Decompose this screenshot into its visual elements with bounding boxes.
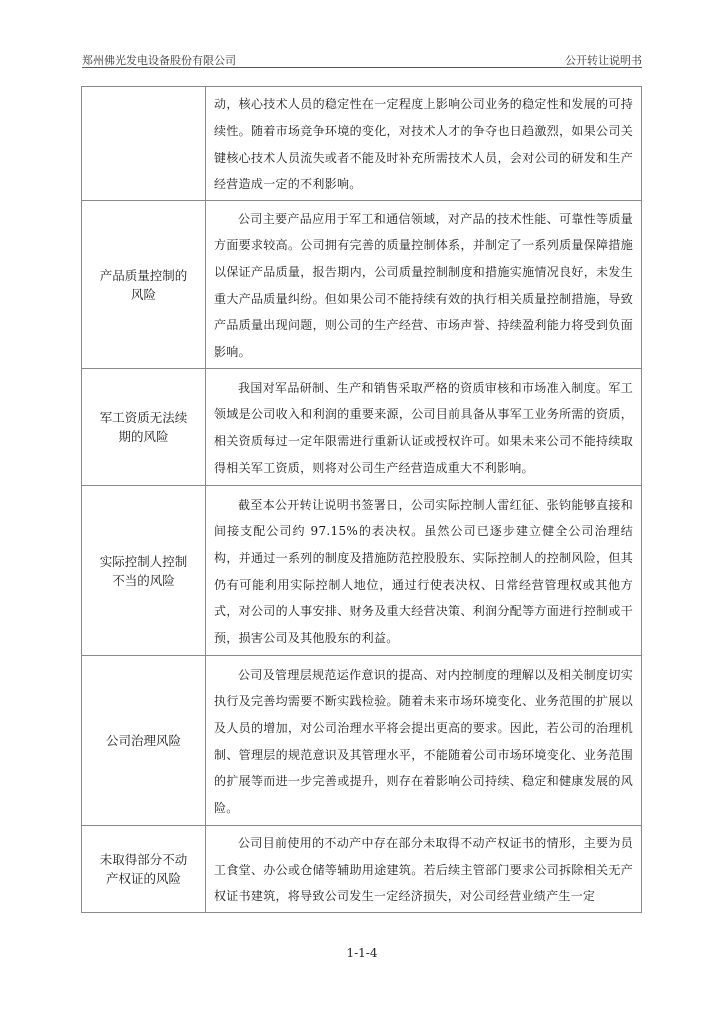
- document-title: 公开转让说明书: [565, 54, 642, 67]
- risk-description-cell: [206, 201, 642, 369]
- page-header: [82, 44, 642, 68]
- risk-name-cell: [82, 87, 206, 201]
- risk-name-cell: 实际控制人控制不当的风险: [82, 486, 206, 656]
- company-name: 郑州佛光发电设备股份有限公司: [82, 54, 236, 67]
- table-row: [82, 201, 642, 369]
- risk-description: 我国对军品研制、生产和销售采取严格的资质审核和市场准入制度。军工领域是公司收入和利润的重要来源，公司目前具备从事军工业务所需的资质，相关资质每过一定年限需进行重新认证或授权许可。如果未来公司不能持续取得相关军工资质，则将对公司生产经营造成重大不利影响。: [214, 380, 633, 475]
- risk-description: 公司目前使用的不动产中存在部分未取得不动产权证书的情形，主要为员工食堂、办公或仓储等辅助用途建筑。若后续主管部门要求公司拆除相关无产权证书建筑，将导致公司发生一定经济损失，对公司经营业绩产生一定: [214, 836, 633, 904]
- risk-description: 动，核心技术人员的稳定性在一定程度上影响公司业务的稳定性和发展的可持续性。随着市场竞争环境的变化，对技术人才的争夺也日趋激烈，如果公司关键核心技术人员流失或者不能及时补充所需技术人员，会对公司的研发和生产经营造成一定的不利影响。: [214, 97, 633, 192]
- table-row: [82, 87, 642, 201]
- table-row: [82, 486, 642, 656]
- table-row: [82, 826, 642, 913]
- table-row: [82, 656, 642, 826]
- risk-description-cell: [206, 826, 642, 913]
- risk-description-cell: [206, 486, 642, 656]
- risk-name-cell: 军工资质无法续期的风险: [82, 369, 206, 486]
- risk-description: 公司及管理层规范运作意识的提高、对内控制度的理解以及相关制度切实执行及完善均需要不断实践检验。随着未来市场环境变化、业务范围的扩展以及人员的增加，对公司治理水平将会提出更高的要求。因此，若公司的治理机制、管理层的规范意识及其管理水平，不能随着公司市场环境变化、业务范围的扩展等而进一步完善或提升，则存在着影响公司持续、稳定和健康发展的风险。: [214, 667, 633, 815]
- risk-table: [81, 86, 642, 913]
- risk-name-cell: 产品质量控制的风险: [82, 201, 206, 369]
- risk-name-cell: 未取得部分不动产权证的风险: [82, 826, 206, 913]
- risk-name-cell: 公司治理风险: [82, 656, 206, 826]
- risk-description-cell: [206, 369, 642, 486]
- risk-description-cell: [206, 656, 642, 826]
- risk-description-cell: [206, 87, 642, 201]
- table-row: [82, 369, 642, 486]
- page-number: 1-1-4: [346, 946, 378, 960]
- risk-description: 公司主要产品应用于军工和通信领域，对产品的技术性能、可靠性等质量方面要求较高。公司拥有完善的质量控制体系，并制定了一系列质量保障措施以保证产品质量，报告期内，公司质量控制制度和措施实施情况良好，未发生重大产品质量纠纷。但如果公司不能持续有效的执行相关质量控制措施，导致产品质量出现问题，则公司的生产经营、市场声誉、持续盈利能力将受到负面影响。: [214, 211, 633, 359]
- risk-description: 截至本公开转让说明书签署日，公司实际控制人雷红征、张钧能够直接和间接支配公司约 97.15%的表决权。虽然公司已逐步建立健全公司治理结构，并通过一系列的制度及措施防范控股股东、实际控制人的控制风险，但其仍有可能利用实际控制人地位，通过行使表决权、日常经营管理权或其他方式，对公司的人事安排、财务及重大经营决策、利润分配等方面进行控制或干预，损害公司及其他股东的利益。: [214, 497, 633, 645]
- header-rule: [82, 67, 642, 68]
